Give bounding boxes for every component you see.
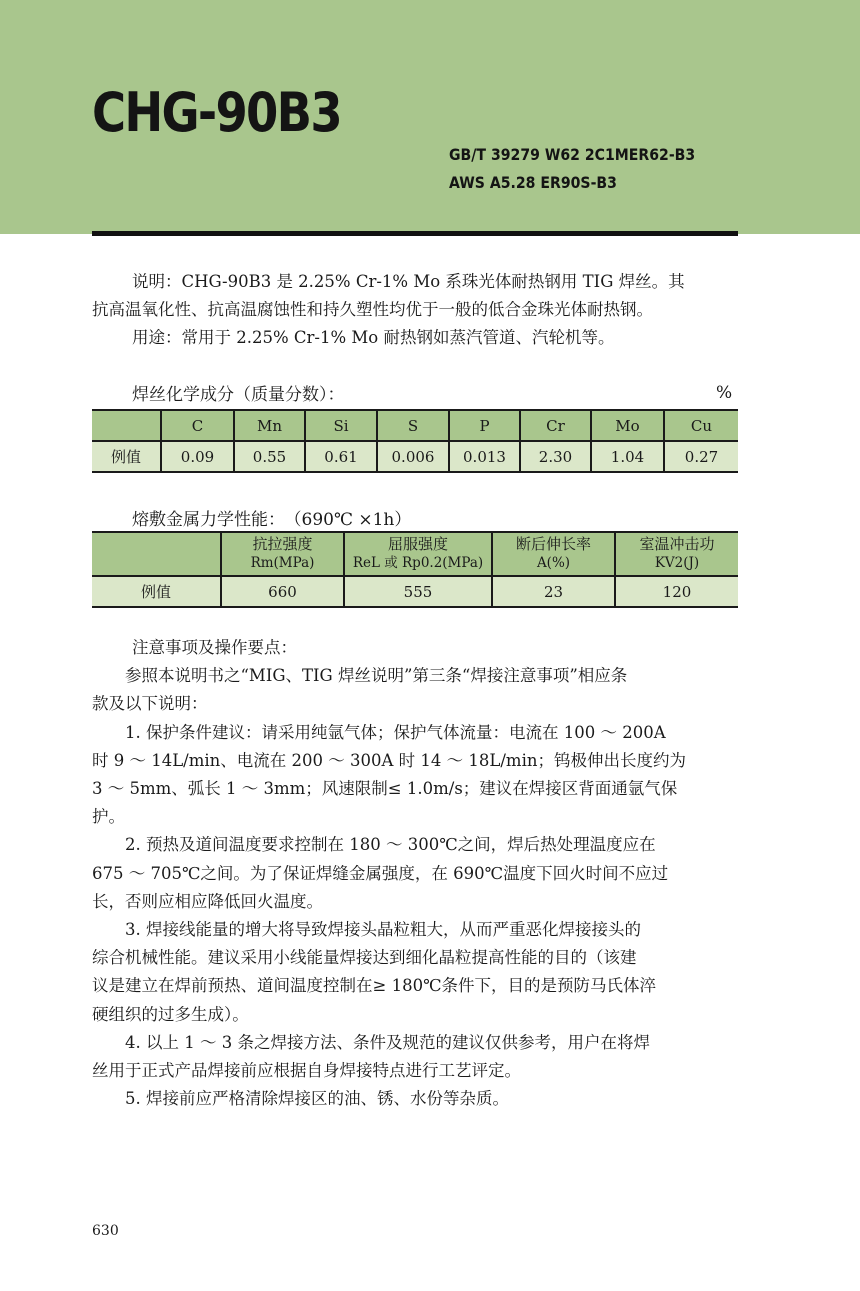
header-line1: 室温冲击功: [639, 535, 715, 553]
header-line1: 抗拉强度: [252, 535, 313, 553]
mechanical-header-row: [92, 532, 738, 576]
chemistry-value-cell: 0.27: [664, 441, 738, 472]
chemistry-header-cell: P: [449, 410, 520, 441]
header-line1: 断后伸长率: [515, 535, 591, 553]
notes-line: 参照本说明书之“MIG、TIG 焊丝说明”第三条“焊接注意事项”相应条: [92, 666, 628, 686]
chemistry-table: [92, 409, 738, 473]
chemistry-header-cell: Cu: [664, 410, 738, 441]
notes-title: 注意事项及操作要点：: [132, 638, 297, 657]
mechanical-value-row: [92, 576, 738, 607]
chemistry-row-label: 例值: [92, 441, 161, 472]
header-line2: A(%): [536, 555, 571, 571]
chemistry-value-cell: 0.013: [449, 441, 520, 472]
header-divider: [92, 231, 738, 236]
notes-line: 675 ～ 705℃之间。为了保证焊缝金属强度，在 690℃温度下回火时间不应过: [92, 863, 669, 883]
notes-line: 综合机械性能。建议采用小线能量焊接达到细化晶粒提高性能的目的（该建: [92, 948, 637, 968]
chemistry-header-cell: C: [161, 410, 234, 441]
description-text-1: CHG-90B3 是 2.25% Cr-1% Mo 系珠光体耐热钢用 TIG 焊丝。其: [181, 272, 685, 291]
description-label: 说明：: [132, 272, 182, 291]
mechanical-value-cell: 120: [615, 576, 738, 607]
header-line1: 屈服强度: [387, 535, 448, 553]
chemistry-value-row: [92, 441, 738, 472]
notes-line: 丝用于正式产品焊接前应根据自身焊接特点进行工艺评定。: [92, 1061, 521, 1081]
usage-text: 常用于 2.25% Cr-1% Mo 耐热钢如蒸汽管道、汽轮机等。: [181, 328, 615, 347]
mechanical-header-tensile: [221, 532, 344, 576]
header-line2: ReL 或 Rp0.2(MPa): [352, 555, 484, 571]
notes-line: 3. 焊接线能量的增大将导致焊接头晶粒粗大，从而严重恶化焊接接头的: [92, 920, 641, 940]
mechanical-row-label: 例值: [92, 576, 221, 607]
header-line2: KV2(J): [654, 555, 700, 571]
mechanical-value-cell: 23: [492, 576, 615, 607]
standard-gb: GB/T 39279 W62 2C1MER62-B3: [449, 145, 696, 164]
chemistry-value-cell: 0.006: [377, 441, 449, 472]
chemistry-value-cell: 0.55: [234, 441, 305, 472]
chemistry-value-cell: 0.61: [305, 441, 377, 472]
chemistry-header-cell: Cr: [520, 410, 591, 441]
chemistry-value-cell: 2.30: [520, 441, 591, 472]
mechanical-value-cell: 660: [221, 576, 344, 607]
description-line-1: [92, 268, 738, 296]
chemistry-unit: %: [716, 383, 733, 403]
notes-line: 1. 保护条件建议：请采用纯氩气体；保护气体流量：电流在 100 ～ 200A: [92, 722, 666, 742]
mechanical-title-text: 熔敷金属力学性能：: [132, 510, 285, 530]
header-line2: Rm(MPa): [250, 555, 315, 571]
mechanical-value-cell: 555: [344, 576, 492, 607]
mechanical-table: [92, 531, 738, 608]
usage-line: [92, 324, 738, 352]
chemistry-value-cell: 1.04: [591, 441, 664, 472]
chemistry-header-cell: Mn: [234, 410, 305, 441]
notes-line: 长，否则应相应降低回火温度。: [92, 891, 323, 911]
notes-line: 5. 焊接前应严格清除焊接区的油、锈、水份等杂质。: [92, 1089, 509, 1109]
chemistry-header-cell: Si: [305, 410, 377, 441]
product-title: CHG-90B3: [92, 81, 341, 144]
chemistry-header-cell: Mo: [591, 410, 664, 441]
page-number: 630: [92, 1223, 119, 1239]
chemistry-header-row: [92, 410, 738, 441]
notes-line: 硬组织的过多生成）。: [92, 1004, 249, 1024]
chemistry-header-cell: [92, 410, 161, 441]
mechanical-condition: （690℃ ×1h）: [293, 510, 412, 530]
chemistry-value-cell: 0.09: [161, 441, 234, 472]
usage-label: 用途：: [132, 328, 182, 347]
mechanical-header-elongation: [492, 532, 615, 576]
standard-aws: AWS A5.28 ER90S-B3: [449, 173, 617, 192]
mechanical-header-blank: [92, 532, 221, 576]
mechanical-section-title: [132, 505, 411, 530]
notes-line: 议是建立在焊前预热、道间温度控制在≥ 180℃条件下，目的是预防马氏体淬: [92, 976, 657, 996]
description-block: [92, 268, 738, 352]
notes-line: 2. 预热及道间温度要求控制在 180 ～ 300℃之间，焊后热处理温度应在: [92, 835, 656, 855]
notes-block: [92, 634, 738, 1113]
notes-line: 时 9 ～ 14L/min、电流在 200 ～ 300A 时 14 ～ 18L/min；钨极伸出长度约为: [92, 750, 686, 770]
notes-line: 护。: [92, 807, 125, 827]
mechanical-header-yield: [344, 532, 492, 576]
chemistry-header-cell: S: [377, 410, 449, 441]
chemistry-section-title: 焊丝化学成分（质量分数）：: [132, 385, 345, 405]
notes-line: 款及以下说明：: [92, 694, 208, 714]
mechanical-header-impact: [615, 532, 738, 576]
description-text-2: 抗高温氧化性、抗高温腐蚀性和持久塑性均优于一般的低合金珠光体耐热钢。: [92, 300, 653, 319]
notes-line: 4. 以上 1 ～ 3 条之焊接方法、条件及规范的建议仅供参考，用户在将焊: [92, 1032, 650, 1052]
notes-line: 3 ～ 5mm、弧长 1 ～ 3mm；风速限制≤ 1.0m/s；建议在焊接区背面通氩气保: [92, 779, 678, 799]
